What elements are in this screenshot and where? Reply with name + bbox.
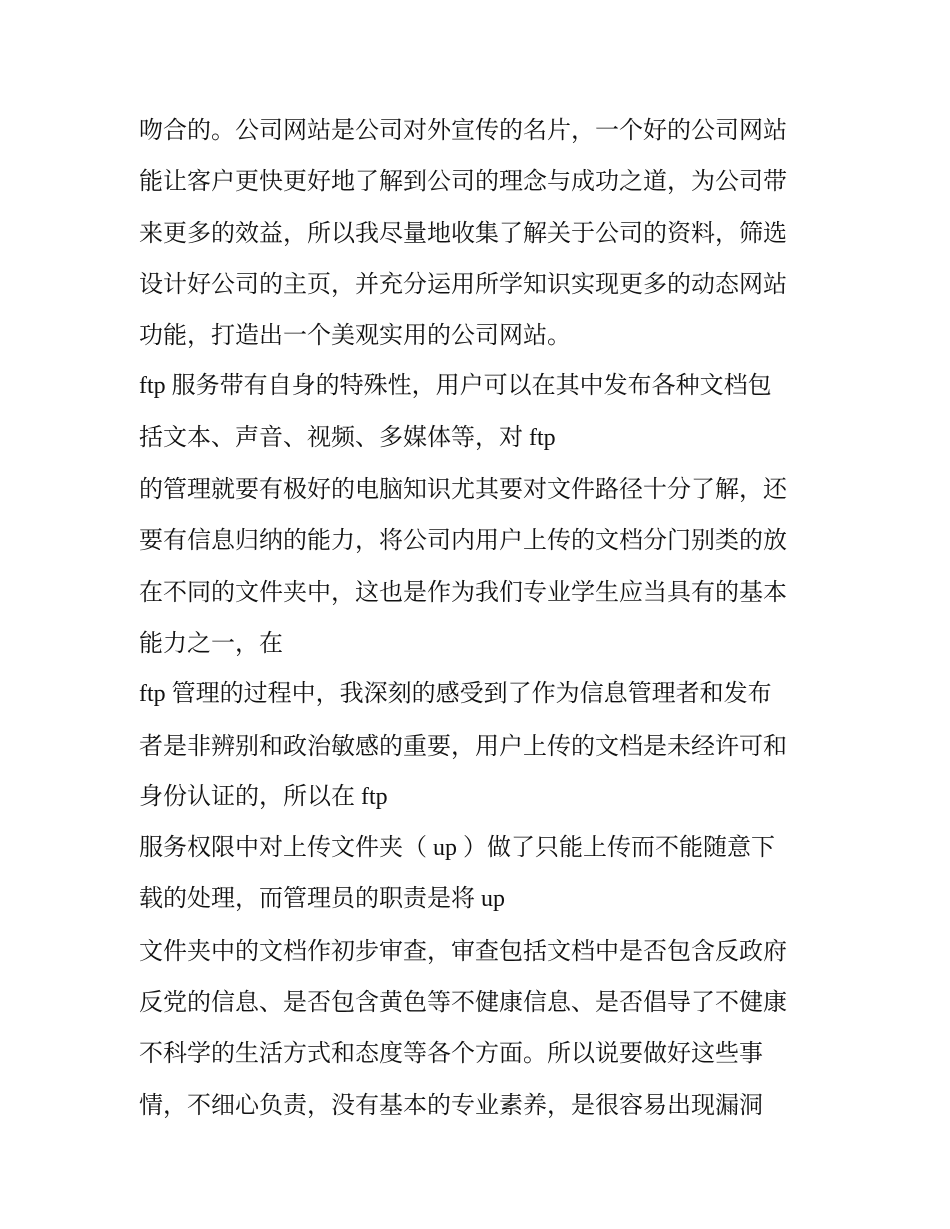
- text-line: 不科学的生活方式和态度等各个方面。所以说要做好这些事: [139, 1039, 763, 1068]
- text-line: 文件夹中的文档作初步审查，审查包括文档中是否包含反政府: [139, 936, 787, 965]
- text-line: 吻合的。公司网站是公司对外宣传的名片，一个好的公司网站: [139, 116, 787, 144]
- text-line: 在不同的文件夹中，这也是作为我们专业学生应当具有的基本: [139, 577, 787, 606]
- text-line: 者是非辨别和政治敏感的重要，用户上传的文档是未经许可和: [139, 731, 787, 760]
- text-line: 功能，打造出一个美观实用的公司网站。: [139, 321, 571, 350]
- text-line: ftp 服务带有自身的特殊性，用户可以在其中发布各种文档包: [139, 373, 772, 400]
- text-line: 反党的信息、是否包含黄色等不健康信息、是否倡导了不健康: [139, 988, 787, 1017]
- text-line: 载的处理，而管理员的职责是将 up: [139, 886, 505, 913]
- text-line: 设计好公司的主页，并充分运用所学知识实现更多的动态网站: [139, 269, 787, 298]
- text-line: 要有信息归纳的能力，将公司内用户上传的文档分门别类的放: [139, 526, 787, 555]
- text-line: 能力之一，在: [139, 628, 283, 657]
- text-line: 情，不细心负责，没有基本的专业素养，是很容易出现漏洞: [139, 1090, 763, 1119]
- text-line: 来更多的效益，所以我尽量地收集了解关于公司的资料，筛选: [139, 218, 787, 247]
- text-line: 身份认证的，所以在 ftp: [139, 783, 388, 810]
- text-line: 括文本、声音、视频、多媒体等，对 ftp: [139, 424, 556, 451]
- text-line: 服务权限中对上传文件夹（ up ）做了只能上传而不能随意下: [139, 835, 775, 862]
- text-line: ftp 管理的过程中，我深刻的感受到了作为信息管理者和发布: [139, 681, 772, 708]
- body-text: [139, 105, 819, 1131]
- text-line: 能让客户更快更好地了解到公司的理念与成功之道，为公司带: [139, 167, 787, 196]
- text-line: 的管理就要有极好的电脑知识尤其要对文件路径十分了解，还: [139, 475, 787, 504]
